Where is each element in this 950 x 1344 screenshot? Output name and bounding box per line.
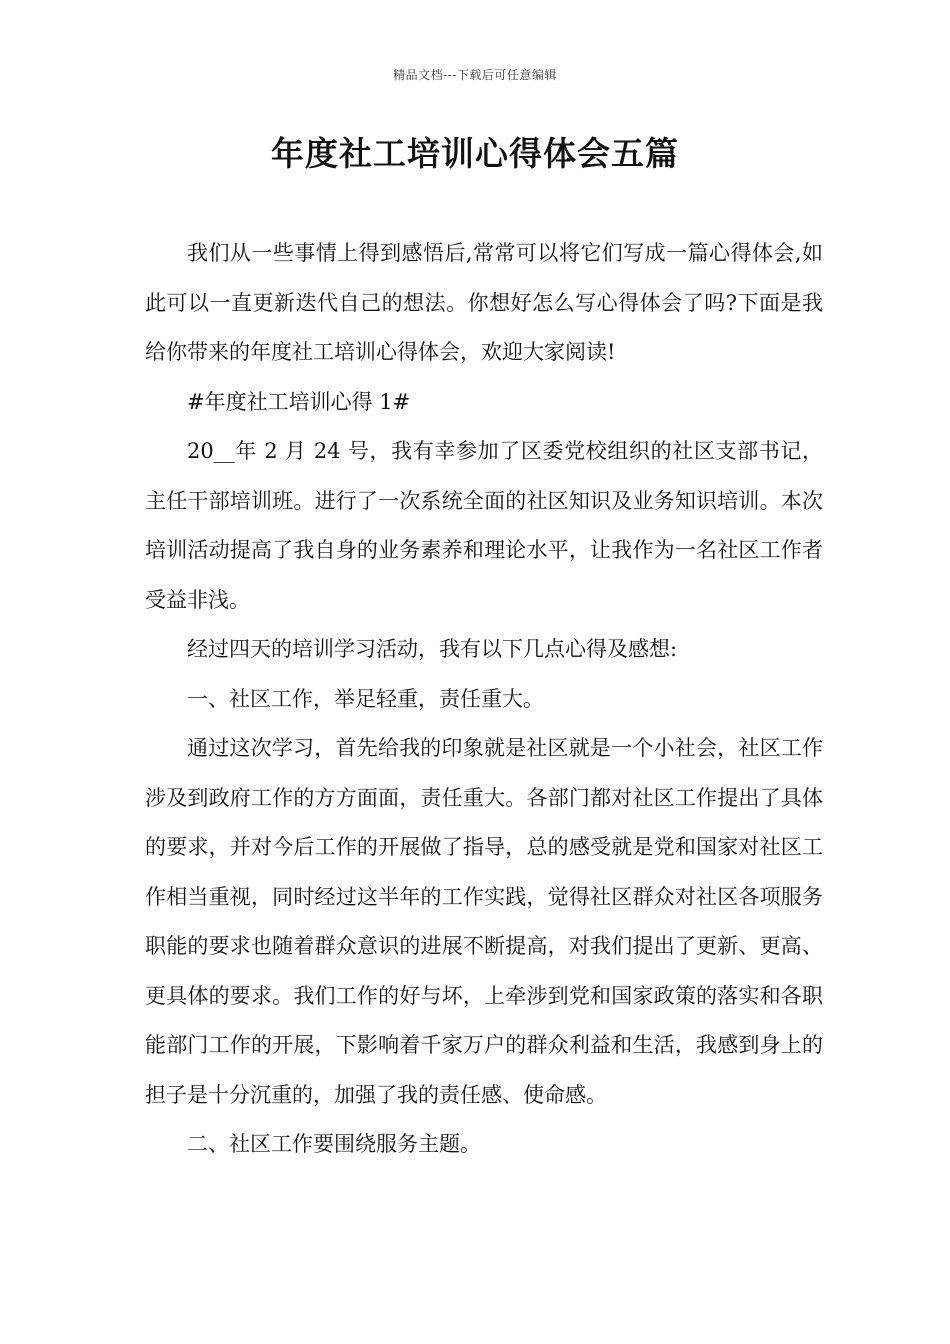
document-body [145,229,823,1170]
point-heading-2: 二、社区工作要围绕服务主题。 [187,1132,481,1156]
document-title: 年度社工培训心得体会五篇 [271,134,679,173]
paragraph: 经过四天的培训学习活动，我有以下几点心得及感想: [187,637,678,661]
paragraph: 通过这次学习，首先给我的印象就是社区就是一个小社会，社区工作涉及到政府工作的方方面面，责任重大。各部门都对社区工作提出了具体的要求，并对今后工作的开展做了指导，总的感受就是党和国家对社区工作相当重视，同时经过这半年的工作实践，觉得社区群众对社区各项服务职能的要求也随着群众意识的进展不断提高，对我们提出了更新、更高、更具体的要求。我们工作的好与坏，上牵涉到党和国家政策的落实和各职能部门工作的开展，下影响着千家万户的群众利益和生活，我感到身上的担子是十分沉重的，加强了我的责任感、使命感。 [145,736,823,1107]
paragraph: 20__年 2 月 24 号，我有幸参加了区委党校组织的社区支部书记，主任干部培训班。进行了一次系统全面的社区知识及业务知识培训。本次培训活动提高了我自身的业务素养和理论水平，让我作为一名社区工作者受益非浅。 [145,439,823,612]
page-header: 精品文档---下载后可任意编辑 [393,68,557,82]
point-heading-1: 一、社区工作，举足轻重，责任重大。 [187,686,544,711]
paragraph-intro: 我们从一些事情上得到感悟后,常常可以将它们写成一篇心得体会,如此可以一直更新迭代自己的想法。你想好怎么写心得体会了吗?下面是我给你带来的年度社工培训心得体会，欢迎大家阅读! [145,241,823,364]
section-heading-1: #年度社工培训心得 1# [187,389,411,414]
